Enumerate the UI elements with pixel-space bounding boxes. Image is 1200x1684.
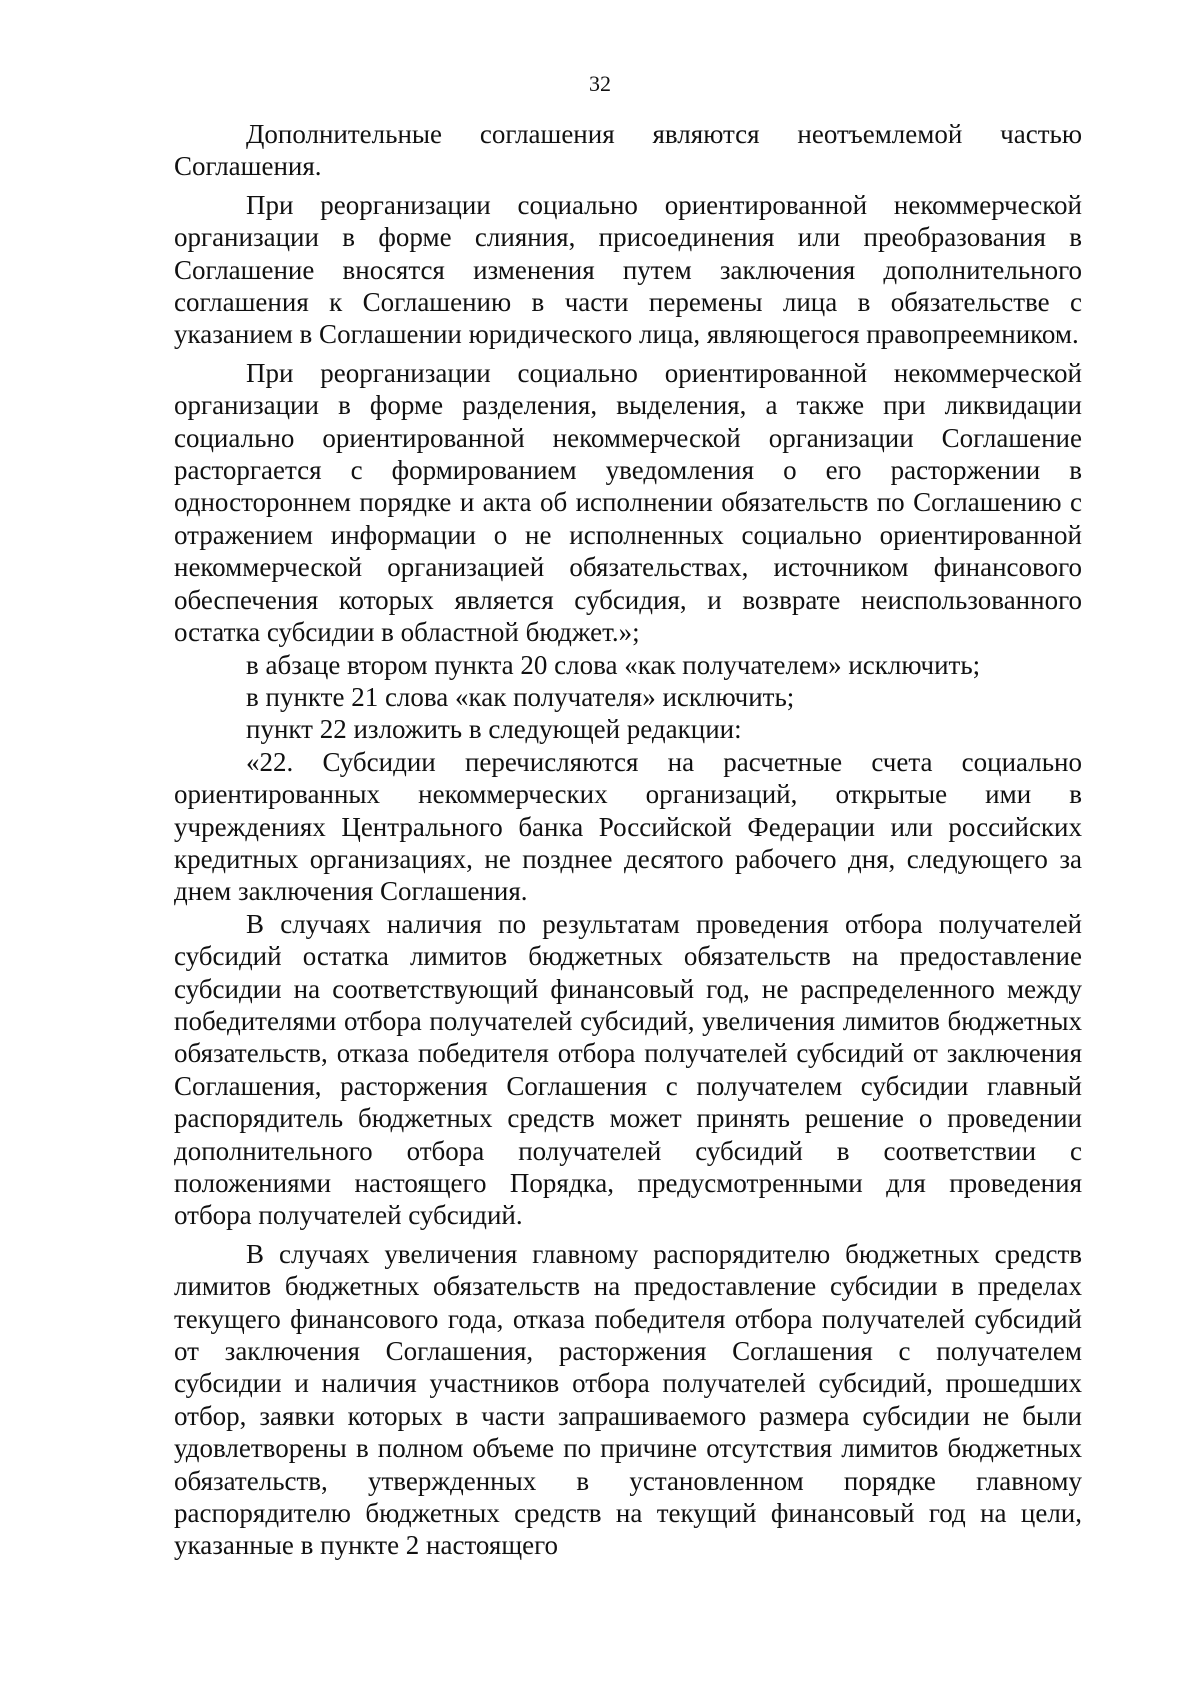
paragraph-reorganization-merger: При реорганизации социально ориентированной некоммерческой организации в форме слияния, присоединения или преобразования в Соглашение вносятся изменения путем заключения дополнительного соглашения к Соглашению в части перемены лица в обязательстве с указанием в Соглашении юридического лица, являющегося правопреемником. (174, 189, 1082, 350)
paragraph-additional-selection: В случаях наличия по результатам проведения отбора получателей субсидий остатка лимитов бюджетных обязательств на предоставление субсидии на соответствующий финансовый год, не распределенного между победителями отбора получателей субсидий, увеличения лимитов бюджетных обязательств, отказа победителя отбора получателей субсидий от заключения Соглашения, расторжения Соглашения с получателем субсидии главный распорядитель бюджетных средств может принять решение о проведении дополнительного отбора получателей субсидий в соответствии с положениями настоящего Порядка, предусмотренными для проведения отбора получателей субсидий. (174, 908, 1082, 1231)
paragraph-item-22-text: «22. Субсидии перечисляются на расчетные счета социально ориентированных некоммерческих организаций, открытые ими в учреждениях Центрального банка Российской Федерации или российских кредитных организациях, не позднее десятого рабочего дня, следующего за днем заключения Соглашения. (174, 746, 1082, 907)
paragraph-item-22-intro: пункт 22 изложить в следующей редакции: (246, 714, 742, 745)
paragraph-item-21-amendment: в пункте 21 слова «как получателя» исключить; (246, 681, 795, 712)
document-body (174, 118, 1082, 1562)
paragraph-limits-increase: В случаях увеличения главному распорядителю бюджетных средств лимитов бюджетных обязательств на предоставление субсидии в пределах текущего финансового года, отказа победителя отбора получателей субсидий от заключения Соглашения, расторжения Соглашения с получателем субсидии и наличия участников отбора получателей субсидий, прошедших отбор, заявки которых в части запрашиваемого размера субсидии не были удовлетворены в полном объеме по причине отсутствия лимитов бюджетных обязательств, утвержденных в установленном порядке главному распорядителю бюджетных средств на текущий финансовый год на цели, указанные в пункте 2 настоящего (174, 1238, 1082, 1561)
paragraph-item-20-amendment: в абзаце втором пункта 20 слова «как получателем» исключить; (246, 649, 981, 680)
paragraph-supplementary-agreements: Дополнительные соглашения являются неотъемлемой частью Соглашения. (174, 119, 1082, 182)
page-number: 32 (589, 71, 611, 96)
paragraph-reorganization-division: При реорганизации социально ориентированной некоммерческой организации в форме разделения, выделения, а также при ликвидации социально ориентированной некоммерческой организации Соглашение расторгается с формированием уведомления о его расторжении в одностороннем порядке и акта об исполнении обязательств по Соглашению с отражением информации о не исполненных социально ориентированной некоммерческой организацией обязательствах, источником финансового обеспечения которых является субсидия, и возврате неиспользованного остатка субсидии в областной бюджет.»; (174, 357, 1082, 648)
